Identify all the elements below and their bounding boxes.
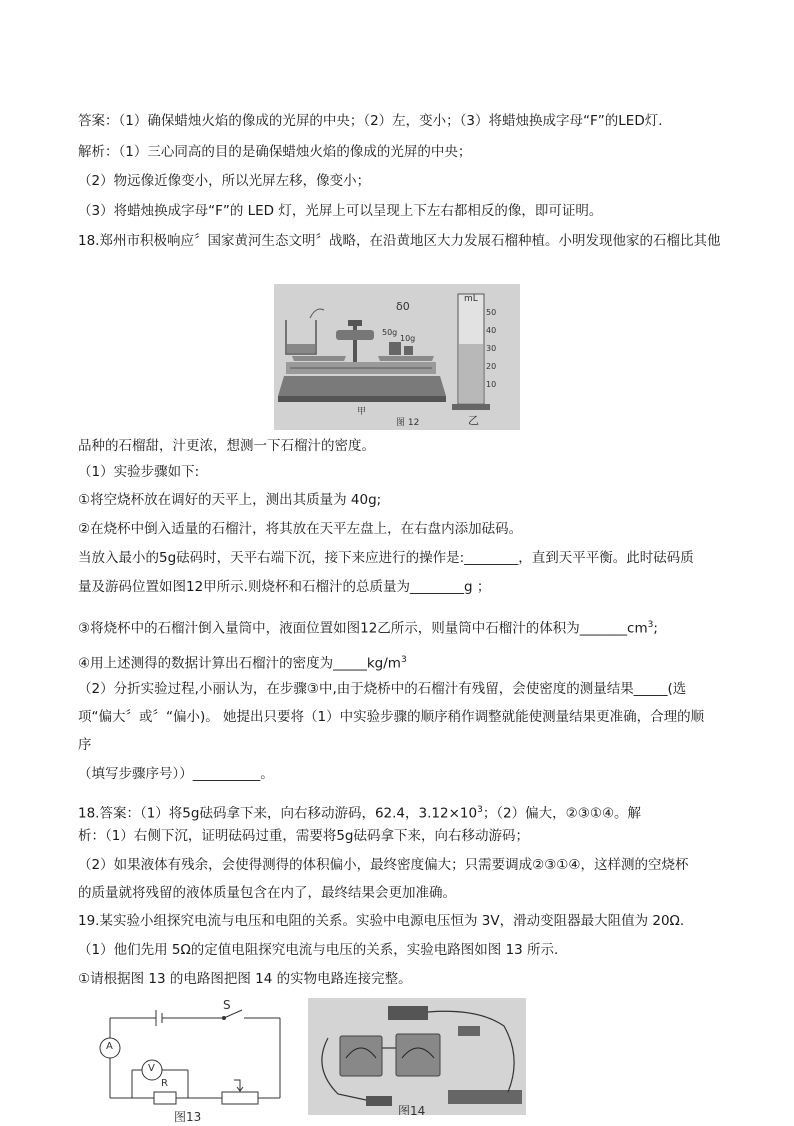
weight-label-50g: 50g [382, 328, 398, 337]
q18-step-3-end: ; [653, 620, 658, 637]
q19-intro: 19.某实验小组探究电流与电压和电阻的关系。实验中电源电压恒为 3V，滑动变阻器最大阻值为 20Ω. [78, 913, 685, 929]
q18-step-1: ①将空烧杯放在调好的天平上，测出其质量为 40g; [78, 492, 382, 508]
q18-answer-text: 18.答案：（1）将5g砝码拿下来，向右移动游码，62.4，3.12×10 [78, 805, 478, 822]
scale-mark: δ0 [396, 300, 410, 313]
cylinder-unit-label: mL [464, 294, 478, 304]
q18-step-4-sup: 3 [400, 655, 407, 665]
q19-step-1: ①请根据图 13 的电路图把图 14 的实物电路连接完整。 [78, 971, 412, 987]
q18-answer-line-2: 析：（1）右侧下沉，证明砝码过重，需要将5g砝码拿下来，向右移动游码； [78, 828, 529, 844]
q18-step-3-sup: 3 [647, 620, 654, 630]
q18-answer-line-3: （2）如果液体有残余，会使得测得的体积偏小，最终密度偏大；只需要调成②③①④，这样测的空烧杯 [78, 857, 689, 873]
q18-step-4 [78, 651, 407, 673]
figure-12-photo [274, 284, 520, 430]
q18-intro-line-1: 18.郑州市积极响应〞国家黄河生态文明〞战略，在沿黄地区大力发展石榴种植。小明发现他家的石榴比其他 [78, 233, 721, 249]
figure-13-caption: 图13 [174, 1110, 202, 1124]
analysis-17-line-2: （2）物远像近像变小，所以光屏左移，像变小； [78, 173, 371, 189]
figure-14-caption: 图14 [398, 1104, 426, 1115]
cylinder-tick-50: 50 [486, 308, 497, 317]
q18-intro-line-2: 品种的石榴甜，汁更浓，想测一下石榴汁的密度。 [78, 438, 375, 454]
q18-step-2b-line-1: 当放入最小的5g砝码时，天平右端下沉，接下来应进行的操作是:________，直到天平平衡。此时砝码质 [78, 550, 694, 566]
figure-12-caption: 图 12 [396, 418, 420, 428]
ammeter-label: A [106, 1041, 113, 1052]
q18-part2-line-4: （填写步骤序号））__________。 [78, 766, 274, 782]
figure-13-circuit [96, 998, 286, 1122]
answer-17-line: 答案：（1）确保蜡烛火焰的像成的光屏的中央；（2）左，变小；（3）将蜡烛换成字母“F”的LED灯. [78, 113, 663, 129]
q18-step-4-text: ④用上述测得的数据计算出石榴汁的密度为_____kg/m [78, 655, 401, 672]
q18-step-2: ②在烧杯中倒入适量的石榴汁，将其放在天平左盘上，在右盘内添加砝码。 [78, 521, 523, 537]
circuit-diagram [96, 998, 286, 1122]
q18-answer-line-4: 的质量就将残留的液体质量包含在内了，最终结果会更加准确。 [78, 885, 456, 901]
q18-part1-title: （1）实验步骤如下: [78, 464, 200, 480]
resistor-label: R [161, 1078, 168, 1089]
q18-step-3-text: ③将烧杯中的石榴汁倒入量筒中，液面位置如图12乙所示，则量筒中石榴汁的体积为_______cm [78, 620, 648, 637]
q18-step-3 [78, 616, 658, 638]
q18-part2-line-3: 序 [78, 737, 92, 753]
q18-answer-end: ；（2）偏大，②③①④。解 [482, 805, 642, 822]
voltmeter-label: V [148, 1063, 155, 1074]
physical-circuit-illustration [308, 998, 526, 1115]
figure-label-jia: 甲 [357, 407, 367, 417]
weight-label-10g: 10g [400, 334, 416, 343]
switch-label: S [223, 998, 231, 1012]
cylinder-tick-20: 20 [486, 362, 497, 371]
figure-14-photo [308, 998, 526, 1115]
q18-part2-line-2: 项“偏大〞或〞“偏小)。 她提出只要将（1）中实验步骤的顺序稍作调整就能使测量结果更准确，合理的顺 [78, 709, 705, 725]
q18-answer-sup: 3 [477, 805, 483, 815]
cylinder-tick-30: 30 [486, 344, 497, 353]
q18-part2-line-1: （2）分折实验过程,小丽认为，在步骤③中,由于烧桥中的石榴汁有残留，会使密度的测量结果_____(选 [78, 681, 687, 697]
analysis-17-line-1: 解析：（1）三心同高的目的是确保蜡烛火焰的像成的光屏的中央； [78, 144, 472, 160]
q19-part-1: （1）他们先用 5Ω的定值电阻探究电流与电压的关系，实验电路图如图 13 所示. [78, 942, 559, 958]
analysis-17-line-3: （3）将蜡烛换成字母“F”的 LED 灯，光屏上可以呈现上下左右都相反的像，即可证明。 [78, 203, 603, 219]
figure-label-yi: 乙 [468, 414, 479, 427]
cylinder-tick-40: 40 [486, 326, 497, 335]
q18-step-2b-line-2: 量及游码位置如图12甲所示.则烧杯和石榴汁的总质量为________g ； [78, 579, 491, 595]
q18-answer-line-1 [78, 801, 641, 823]
cylinder-tick-10: 10 [486, 380, 497, 389]
